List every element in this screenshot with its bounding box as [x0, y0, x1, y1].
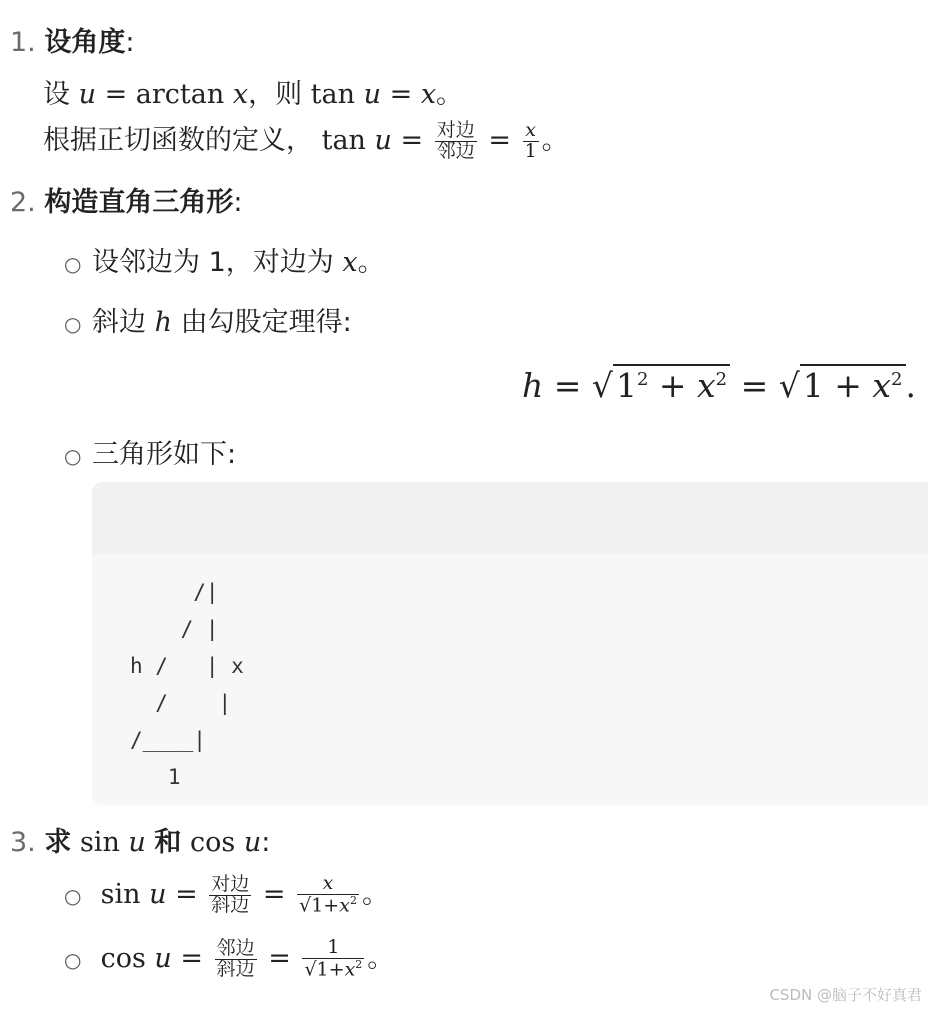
math-eq: =	[389, 79, 413, 110]
text: 。	[357, 247, 385, 278]
sqrt: $√1^2 + x^2$	[592, 364, 730, 405]
numerator: x	[525, 119, 536, 142]
step-3-bullet-2	[64, 936, 394, 981]
math-x: x	[420, 79, 437, 110]
step-3-heading	[10, 820, 270, 859]
math-eq: =	[180, 943, 204, 974]
math-tan: tan	[321, 125, 366, 156]
denominator: 1	[524, 140, 537, 162]
text: 由勾股定理得:	[180, 307, 352, 338]
denominator: $√1+x^2$	[304, 958, 363, 981]
math-eq: =	[262, 879, 286, 910]
denominator: 斜边	[216, 958, 255, 980]
step-2-bullet-1	[64, 240, 385, 279]
math-h: h	[154, 307, 172, 338]
fraction	[302, 938, 364, 980]
step-2-bullet-3	[64, 432, 236, 471]
step-1-line-2	[43, 118, 569, 162]
math-cos: cos	[190, 827, 236, 858]
math-eq: =	[400, 125, 424, 156]
fraction	[435, 121, 477, 162]
step-title-mid: 和	[154, 827, 182, 858]
bullet-icon: ○	[64, 884, 82, 908]
display-equation: $h = √1^2 + x^2 = √1 + x^2$.	[522, 366, 916, 405]
step-title: 设角度	[44, 27, 126, 58]
math-eq: =	[175, 879, 198, 910]
numerator: 对边	[211, 873, 250, 896]
math-u: u	[78, 79, 96, 110]
step-title: 构造直角三角形	[44, 187, 234, 218]
watermark: CSDN @脑子不好真君	[769, 986, 922, 1004]
step-title-prefix: 求	[44, 827, 72, 858]
math-eq: = arctan	[104, 79, 225, 110]
math-u: u	[149, 879, 167, 910]
math-sin: sin	[79, 827, 120, 858]
colon: :	[233, 187, 243, 218]
numerator: 对边	[436, 119, 475, 142]
math-eq: =	[268, 943, 291, 974]
text: 根据正切函数的定义，	[43, 125, 313, 156]
colon: :	[261, 827, 271, 858]
denominator: $√1+x^2$	[299, 894, 357, 917]
text: 。	[436, 79, 464, 110]
math-u: u	[374, 125, 392, 156]
text: 设邻边为 1，对边为	[92, 247, 334, 278]
step-3-bullet-1	[64, 872, 389, 917]
math-sin: sin	[100, 879, 141, 910]
numerator: 1	[327, 936, 340, 959]
fraction	[215, 939, 257, 980]
math-u: u	[154, 943, 172, 974]
math-x: x	[342, 247, 358, 278]
bullet-icon: ○	[64, 312, 82, 336]
bullet-icon: ○	[64, 948, 82, 972]
fraction	[523, 121, 539, 162]
numerator: x	[322, 872, 334, 895]
colon: :	[125, 27, 135, 58]
math-tan: tan	[310, 79, 356, 110]
math-u: u	[235, 827, 262, 858]
text: 斜边	[92, 307, 146, 338]
code-block-header	[92, 482, 928, 554]
math-x: x	[232, 79, 249, 110]
bullet-icon: ○	[64, 252, 82, 276]
step-2-bullet-2	[64, 300, 352, 339]
ascii-triangle: /| / | h / | x / | /____| 1	[130, 580, 244, 789]
math-cos: cos	[100, 943, 146, 974]
code-block	[92, 482, 928, 805]
fraction	[209, 875, 251, 916]
text: 三角形如下:	[92, 439, 237, 470]
denominator: 斜边	[211, 894, 250, 916]
math-u: u	[363, 79, 381, 110]
step-number: 1.	[10, 27, 36, 58]
step-2-heading	[10, 180, 242, 219]
math-eq: =	[488, 125, 511, 156]
text: 。	[367, 943, 395, 974]
step-number: 2.	[10, 187, 36, 218]
denominator: 邻边	[436, 140, 475, 162]
text: ，则	[248, 79, 303, 110]
sqrt: $√1 + x^2$	[779, 364, 906, 405]
text: 设	[43, 79, 70, 110]
step-1-line-1	[43, 72, 463, 111]
fraction	[297, 874, 359, 916]
text: 。	[361, 879, 389, 910]
math-u: u	[119, 827, 146, 858]
numerator: 邻边	[216, 937, 255, 960]
bullet-icon: ○	[64, 444, 82, 468]
step-1-heading	[10, 20, 134, 59]
step-number: 3.	[10, 827, 36, 858]
text: 。	[541, 125, 569, 156]
